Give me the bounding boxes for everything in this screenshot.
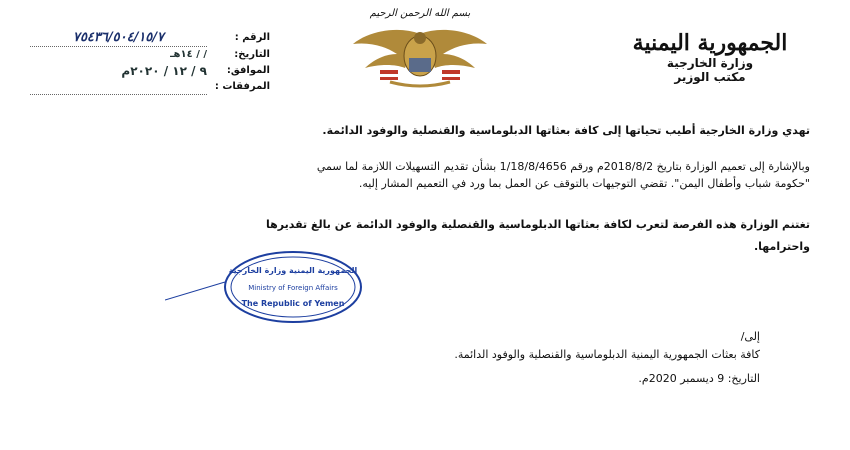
greeting: تهدي وزارة الخارجية أطيب تحياتها إلى كافة بعثاتها الدبلوماسية والقنصلية والوفود الدائمة. — [322, 124, 810, 137]
hijri-label: التاريخ: — [234, 49, 270, 60]
letter-date: التاريخ: 9 ديسمبر 2020م. — [638, 372, 760, 385]
paragraph-1-line-2: "حكومة شباب وأطفال اليمن". تقضي التوجيهات بالتوقف عن العمل بما ورد في التعميم المشار إليه. — [358, 177, 810, 190]
letterhead — [610, 30, 810, 84]
reference-block — [30, 30, 270, 95]
gregorian-value: ٩ / ١٢ / ٢٠٢٠م — [121, 64, 207, 78]
letterhead-ministry: وزارة الخارجية — [666, 56, 754, 70]
ref-row — [30, 30, 270, 47]
paragraph-1-line-1: وبالإشارة إلى تعميم الوزارة بتاريخ 2018/8/2م ورقم 1/18/8/4656 بشأن تقديم التسهيلات اللازمة لما سمي — [316, 160, 810, 173]
ref-value: ٧٥٤٣٦/٥٠٤/١٥/٧ — [30, 30, 207, 47]
attachments-label: المرفقات : — [214, 81, 270, 92]
closing-line-1: تغتنم الوزارة هذه الفرصة لتعرب لكافة بعثاتها الدبلوماسية والقنصلية والوفود الدائمة عن بالغ تقديرها — [266, 218, 810, 231]
attachments-value — [30, 79, 207, 95]
hijri-row — [30, 47, 270, 63]
attachments-row — [30, 79, 270, 95]
to-label: إلى/ — [740, 330, 760, 343]
gregorian-row — [30, 63, 270, 79]
recipients: كافة بعثات الجمهورية اليمنية الدبلوماسية والقنصلية والوفود الدائمة. — [454, 348, 760, 361]
letterhead-country: الجمهورية اليمنية — [632, 30, 788, 56]
basmala: بسم الله الرحمن الرحيم — [369, 8, 471, 19]
hijri-value: / / ١٤هـ — [170, 49, 207, 60]
stamp-english-2: The Republic of Yemen — [241, 299, 345, 308]
gregorian-label: الموافق: — [226, 65, 270, 76]
letterhead-office: مكتب الوزير — [674, 70, 746, 84]
yemen-emblem-icon — [345, 26, 495, 90]
ref-label: الرقم : — [234, 32, 270, 43]
closing-line-2: واحترامها. — [753, 240, 810, 253]
official-stamp — [165, 250, 365, 324]
stamp-arabic: الجمهورية اليمنية وزارة الخارجية — [228, 266, 358, 275]
stamp-english-1: Ministry of Foreign Affairs — [248, 284, 338, 292]
